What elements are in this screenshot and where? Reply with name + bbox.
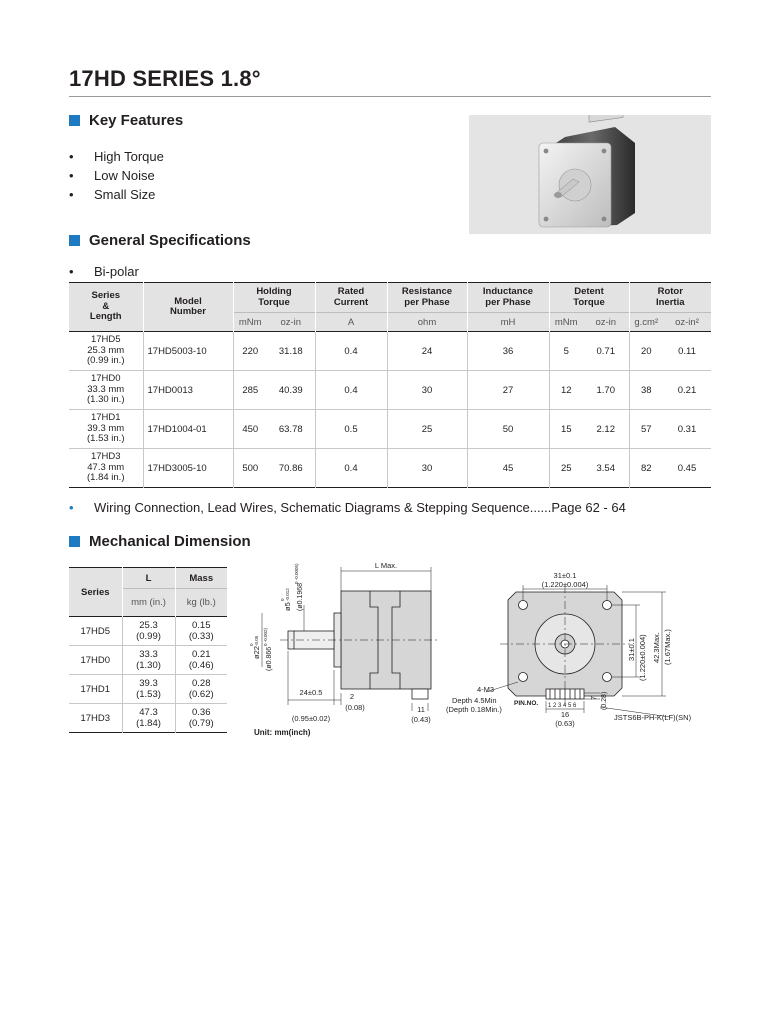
rated-current: 0.4 bbox=[315, 332, 387, 371]
l-max-label: L Max. bbox=[374, 561, 398, 570]
holding-ozin: 31.18 bbox=[278, 345, 303, 357]
inertia-ozin: 0.31 bbox=[677, 423, 697, 435]
wiring-reference-note: • Wiring Connection, Lead Wires, Schematic Diagrams & Stepping Sequence......Page 62 - 64 bbox=[69, 500, 626, 515]
rated-current: 0.4 bbox=[315, 371, 387, 410]
header-l: L bbox=[122, 568, 175, 589]
mass-kg: 0.15 bbox=[192, 620, 211, 631]
feature-label: Low Noise bbox=[94, 168, 155, 183]
length-in: (0.99) bbox=[136, 631, 161, 642]
series-name: 17HD3 bbox=[80, 712, 111, 724]
inertia-gcm: 20 bbox=[629, 332, 663, 371]
table-row bbox=[69, 646, 227, 675]
header-text: Model bbox=[174, 295, 202, 307]
table-row bbox=[69, 371, 711, 410]
mass-lb: (0.46) bbox=[188, 660, 214, 671]
header-text: Current bbox=[333, 296, 369, 308]
series-name: 17HD3 bbox=[90, 451, 121, 463]
length-in: (1.30) bbox=[136, 660, 161, 671]
header-rotor-inertia bbox=[629, 283, 711, 313]
pilot-length-in-label: (0.08) bbox=[345, 703, 365, 712]
bipolar-label: Bi-polar bbox=[94, 264, 139, 279]
shaft-diameter-label: ø5 bbox=[283, 602, 292, 611]
detent-mnm: 15 bbox=[549, 410, 583, 449]
mass-lb: (0.33) bbox=[188, 631, 214, 642]
holding-ozin: 70.86 bbox=[278, 462, 303, 474]
header-text: Rated bbox=[337, 286, 365, 297]
motor-photo bbox=[469, 115, 711, 234]
header-holding-torque bbox=[233, 283, 315, 313]
body-max-in-label: (1.67Max.) bbox=[663, 629, 672, 665]
mass-cell bbox=[175, 646, 227, 675]
series-length-in: (1.84 in.) bbox=[87, 472, 125, 484]
detent-mnm: 25 bbox=[549, 449, 583, 488]
front-view-drawing bbox=[440, 565, 715, 760]
model-number: 17HD1004-01 bbox=[143, 410, 233, 449]
header-text: Length bbox=[89, 311, 122, 323]
inertia-ozin: 0.45 bbox=[677, 462, 697, 474]
hole-pitch-vertical-label: 31±0.1 bbox=[627, 638, 636, 661]
model-number: 17HD3005-10 bbox=[143, 449, 233, 488]
detent-ozin: 3.54 bbox=[596, 462, 615, 474]
wiring-reference-text: Wiring Connection, Lead Wires, Schematic Diagrams & Stepping Sequence......Page 62 - 64 bbox=[94, 500, 626, 515]
unit-current: A bbox=[315, 313, 387, 332]
shaft-length-in-label: (0.95±0.02) bbox=[291, 714, 331, 723]
holding-ozin: 63.78 bbox=[278, 423, 303, 435]
series-length-mm: 39.3 mm bbox=[87, 422, 125, 434]
holding-mnm: 220 bbox=[233, 332, 267, 371]
series-length-in: (1.30 in.) bbox=[87, 394, 125, 406]
holding-mnm: 285 bbox=[233, 371, 267, 410]
header-series bbox=[69, 283, 143, 332]
header-mass: Mass bbox=[175, 568, 227, 589]
header-text: & bbox=[102, 300, 110, 312]
rated-current: 0.4 bbox=[315, 449, 387, 488]
hole-pitch-vertical-in-label: (1.220±0.004) bbox=[638, 634, 647, 681]
shaft-diameter-in-tol: 0 -0.0005) bbox=[294, 563, 299, 584]
header-text: per Phase bbox=[485, 296, 531, 308]
list-item: • Small Size bbox=[69, 187, 156, 202]
series-name: 17HD1 bbox=[90, 412, 121, 424]
unit-resistance: ohm bbox=[387, 313, 467, 332]
header-detent-torque bbox=[549, 283, 629, 313]
table-row bbox=[69, 449, 711, 488]
length-mm: 25.3 bbox=[139, 620, 158, 631]
table-row bbox=[69, 675, 227, 704]
body-max-label: 42.3Max. bbox=[652, 632, 661, 663]
length-mm: 47.3 bbox=[139, 707, 158, 718]
unit-l: mm (in.) bbox=[122, 589, 175, 617]
detent-ozin: 2.12 bbox=[596, 423, 615, 435]
inertia-gcm: 57 bbox=[629, 410, 663, 449]
connector-length-in-label: (0.43) bbox=[411, 715, 431, 724]
series-name: 17HD0 bbox=[80, 654, 111, 666]
header-resistance bbox=[387, 283, 467, 313]
shaft-tol-lower: -0.012 bbox=[285, 588, 290, 601]
pilot-tol-lower: -0.05 bbox=[254, 635, 259, 646]
series-name: 17HD0 bbox=[90, 373, 121, 385]
shaft-length-label: 24±0.5 bbox=[299, 688, 323, 697]
key-features-heading-text: Key Features bbox=[89, 112, 184, 129]
inductance: 45 bbox=[467, 449, 549, 488]
connector-width-in-label: (0.63) bbox=[555, 719, 575, 728]
unit-detent-ozin: oz-in bbox=[583, 313, 629, 332]
detent-mnm: 5 bbox=[549, 332, 583, 371]
mechanical-dimension-heading-text: Mechanical Dimension bbox=[89, 533, 251, 550]
inductance: 27 bbox=[467, 371, 549, 410]
list-item: • Low Noise bbox=[69, 168, 155, 183]
key-features-list bbox=[69, 147, 164, 204]
feature-label: High Torque bbox=[94, 149, 164, 164]
pilot-diameter-in-label: (ø0.866 bbox=[266, 646, 273, 671]
header-text: Rotor bbox=[657, 286, 683, 297]
key-features-heading bbox=[69, 112, 183, 129]
pin-number-label: PIN.NO. bbox=[514, 700, 539, 707]
model-number: 17HD5003-10 bbox=[143, 332, 233, 371]
header-model bbox=[143, 283, 233, 332]
series-cell bbox=[69, 410, 143, 449]
hole-pitch-in-label: (1.220±0.004) bbox=[541, 580, 589, 589]
unit-inductance: mH bbox=[467, 313, 549, 332]
mechanical-dimension-heading bbox=[69, 533, 251, 550]
general-specs-heading bbox=[69, 232, 251, 249]
depth-in-label: (Depth 0.18Min.) bbox=[446, 705, 502, 714]
mass-cell bbox=[175, 617, 227, 646]
inertia-ozin: 0.21 bbox=[677, 384, 697, 396]
length-cell bbox=[122, 617, 175, 646]
model-number: 17HD0013 bbox=[143, 371, 233, 410]
resistance: 25 bbox=[387, 410, 467, 449]
series-length-mm: 33.3 mm bbox=[87, 383, 125, 395]
mass-kg: 0.36 bbox=[192, 707, 211, 718]
length-mm: 39.3 bbox=[139, 678, 158, 689]
header-text: per Phase bbox=[404, 296, 450, 308]
header-text: Torque bbox=[573, 296, 605, 308]
connector-width-label: 16 bbox=[560, 710, 570, 719]
holding-mnm: 500 bbox=[233, 449, 267, 488]
side-view-drawing bbox=[240, 555, 450, 730]
pin-sequence-label: 1 2 3 4 5 6 bbox=[548, 703, 577, 709]
unit-inertia-ozin: oz-in² bbox=[663, 313, 711, 332]
rated-current: 0.5 bbox=[315, 410, 387, 449]
mass-cell bbox=[175, 675, 227, 704]
feature-label: Small Size bbox=[94, 187, 156, 202]
resistance: 24 bbox=[387, 332, 467, 371]
bipolar-bullet: • Bi-polar bbox=[69, 264, 139, 279]
inductance: 36 bbox=[467, 332, 549, 371]
length-cell bbox=[122, 646, 175, 675]
general-specs-heading-text: General Specifications bbox=[89, 232, 251, 249]
screw-label: 4-M3 bbox=[477, 685, 495, 694]
connector-part-label: JSTS6B-PH-K(LF)(SN) bbox=[614, 713, 692, 722]
inertia-gcm: 38 bbox=[629, 371, 663, 410]
length-in: (1.53) bbox=[136, 689, 161, 700]
title-divider bbox=[69, 96, 711, 97]
series-cell bbox=[69, 371, 143, 410]
inertia-gcm: 82 bbox=[629, 449, 663, 488]
detent-mnm: 12 bbox=[549, 371, 583, 410]
specifications-table bbox=[69, 282, 711, 488]
table-row bbox=[69, 332, 711, 371]
hole-pitch-label: 31±0.1 bbox=[553, 571, 577, 580]
mass-lb: (0.62) bbox=[188, 689, 214, 700]
header-inductance bbox=[467, 283, 549, 313]
header-rated-current bbox=[315, 283, 387, 313]
series-length-in: (0.99 in.) bbox=[87, 355, 125, 367]
unit-inertia-gcm: g.cm² bbox=[629, 313, 663, 332]
unit-note: Unit: mm(inch) bbox=[254, 728, 311, 737]
pilot-length-label: 2 bbox=[349, 692, 355, 701]
section-marker-icon bbox=[69, 115, 80, 126]
series-name: 17HD1 bbox=[80, 683, 111, 695]
length-mm: 33.3 bbox=[139, 649, 158, 660]
shaft-diameter-in-label: (ø0.1968 bbox=[297, 582, 304, 611]
header-series: Series bbox=[69, 568, 122, 617]
detent-ozin: 0.71 bbox=[596, 345, 615, 357]
page-title: 17HD SERIES 1.8° bbox=[69, 66, 261, 91]
holding-ozin: 40.39 bbox=[278, 384, 303, 396]
table-row bbox=[69, 617, 227, 646]
series-length-in: (1.53 in.) bbox=[87, 433, 125, 445]
unit-holding-mnm: mNm bbox=[233, 313, 267, 332]
header-text: Inertia bbox=[655, 296, 685, 308]
header-text: Inductance bbox=[482, 286, 534, 297]
series-cell bbox=[69, 449, 143, 488]
pilot-diameter-label: ø22 bbox=[252, 646, 261, 659]
list-item: • High Torque bbox=[69, 149, 164, 164]
unit-holding-ozin: oz-in bbox=[267, 313, 315, 332]
series-length-mm: 25.3 mm bbox=[87, 344, 125, 356]
connector-height-in-label: (0.28) bbox=[601, 691, 608, 710]
header-text: Series bbox=[91, 290, 121, 302]
mass-cell bbox=[175, 704, 227, 733]
inductance: 50 bbox=[467, 410, 549, 449]
series-length-mm: 47.3 mm bbox=[87, 461, 125, 473]
depth-label: Depth 4.5Min bbox=[452, 696, 497, 705]
table-row bbox=[69, 410, 711, 449]
series-cell bbox=[69, 332, 143, 371]
length-in: (1.84) bbox=[136, 718, 161, 729]
series-name: 17HD5 bbox=[90, 334, 121, 346]
pilot-diameter-in-tol: 0 -0.002) bbox=[263, 627, 268, 646]
section-marker-icon bbox=[69, 536, 80, 547]
unit-mass: kg (lb.) bbox=[175, 589, 227, 617]
connector-length-label: 11 bbox=[417, 705, 425, 714]
mechanical-dimension-table bbox=[69, 567, 227, 733]
unit-detent-mnm: mNm bbox=[549, 313, 583, 332]
stepper-motor-image bbox=[469, 115, 711, 234]
length-cell bbox=[122, 704, 175, 733]
mass-lb: (0.79) bbox=[188, 718, 214, 729]
mass-kg: 0.28 bbox=[192, 678, 211, 689]
resistance: 30 bbox=[387, 371, 467, 410]
holding-mnm: 450 bbox=[233, 410, 267, 449]
header-text: Holding bbox=[256, 286, 292, 297]
header-text: Detent bbox=[574, 286, 604, 297]
header-text: Number bbox=[170, 306, 206, 317]
section-marker-icon bbox=[69, 235, 80, 246]
table-row bbox=[69, 704, 227, 733]
resistance: 30 bbox=[387, 449, 467, 488]
length-cell bbox=[122, 675, 175, 704]
header-text: Resistance bbox=[401, 286, 453, 297]
mass-kg: 0.21 bbox=[192, 649, 211, 660]
pilot-tol-upper: 0 bbox=[249, 643, 254, 646]
shaft-tol-upper: 0 bbox=[280, 598, 285, 601]
detent-ozin: 1.70 bbox=[596, 384, 615, 396]
header-text: Torque bbox=[258, 296, 290, 308]
series-name: 17HD5 bbox=[80, 625, 111, 637]
connector-height-label: 7 bbox=[591, 696, 598, 700]
inertia-ozin: 0.11 bbox=[678, 345, 696, 357]
